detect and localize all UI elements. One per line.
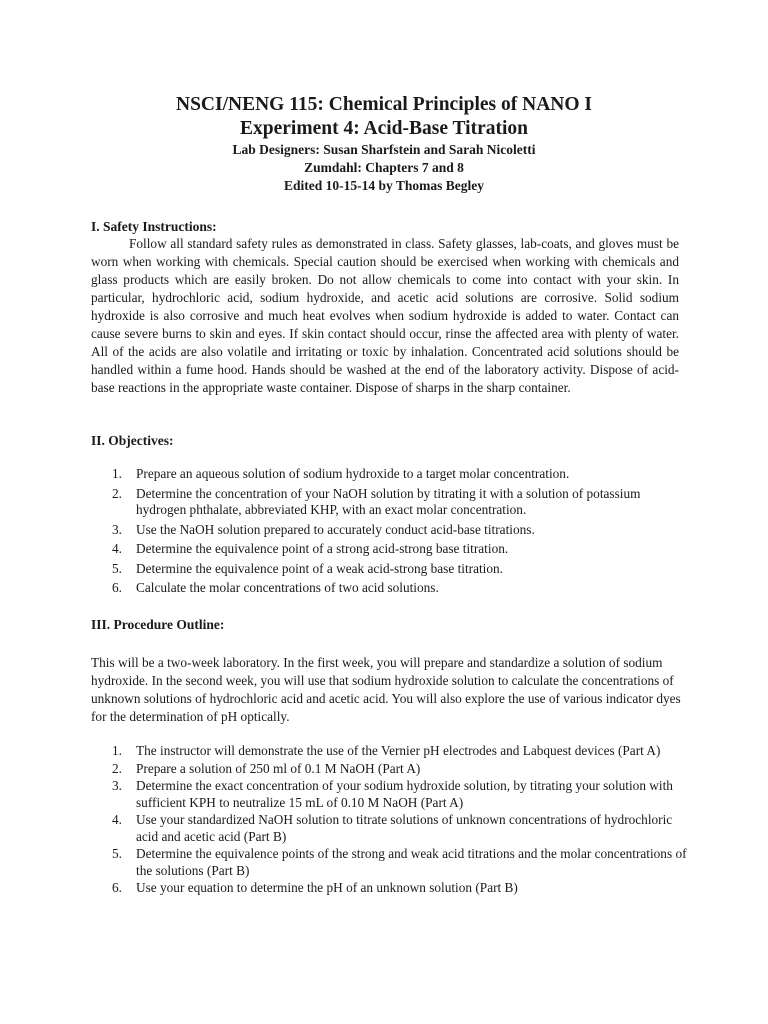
objectives-heading: II. Objectives: [91,433,174,448]
list-item: 4. Use your standardized NaOH solution to titrate solutions of unknown concentrations of hydrochloric acid and acetic acid (Part B) [112,812,673,844]
list-item: 2. Prepare a solution of 250 ml of 0.1 M NaOH (Part A) [112,760,421,776]
procedure-heading: III. Procedure Outline: [91,617,225,632]
safety-heading: I. Safety Instructions: [91,219,217,234]
list-item: 1. The instructor will demonstrate the use of the Vernier pH electrodes and Labquest devices (Part A) [112,743,661,758]
textbook-reference: Zumdahl: Chapters 7 and 8 [304,160,464,175]
list-item: 1. Prepare an aqueous solution of sodium hydroxide to a target molar concentration. [112,466,570,481]
lab-designers: Lab Designers: Susan Sharfstein and Sarah Nicoletti [232,142,536,157]
list-item: 2. Determine the concentration of your NaOH solution by titrating it with a solution of potassium hydrogen phthalate, abbreviated KHP, with an exact molar concentration. [112,485,641,517]
list-item: 5. Determine the equivalence points of the strong and weak acid titrations and the molar concentrations of the solutions (Part B) [112,846,687,878]
list-item: 3. Determine the exact concentration of your sodium hydroxide solution, by titrating your solution with sufficient KPH to neutralize 15 mL of 0.10 M NaOH (Part A) [112,778,673,810]
procedure-intro: This will be a two-week laboratory. In the first week, you will prepare and standardize a solution of sodium hydroxide. In the second week, you will use that sodium hydroxide solution to calculate the concentrations of unknown solutions of hydrochloric acid and acetic acid. You will also explore the use of various indicator dyes for the determination of pH optically. [91,655,681,724]
list-item: 5. Determine the equivalence point of a weak acid-strong base titration. [112,560,504,576]
list-item: 3. Use the NaOH solution prepared to accurately conduct acid-base titrations. [112,521,535,537]
experiment-title: Experiment 4: Acid-Base Titration [240,118,528,139]
list-item: 6. Use your equation to determine the pH of an unknown solution (Part B) [112,880,518,895]
course-title: NSCI/NENG 115: Chemical Principles of NANO I [176,94,592,115]
list-item: 6. Calculate the molar concentrations of two acid solutions. [112,580,439,595]
procedure-list [91,743,691,897]
edited-note: Edited 10-15-14 by Thomas Begley [283,178,484,193]
list-item: 4. Determine the equivalence point of a strong acid-strong base titration. [112,541,509,556]
safety-paragraph: Follow all standard safety rules as demonstrated in class. Safety glasses, lab-coats, and gloves must be worn when working with chemicals. Special caution should be exercised when working with chemicals and glass products which are easily broken. Do not allow chemicals to come into contact with your skin. In particular, hydrochloric acid, sodium hydroxide, and acetic acid solutions are corrosive. Solid sodium hydroxide is also corrosive and much heat evolves when sodium hydroxide is added to water. Contact can cause severe burns to skin and eyes. If skin contact should occur, rinse the affected area with plenty of water. All of the acids are also volatile and irritating or toxic by inhalation. Concentrated acid solutions should be handled within a fume hood. Hands should be washed at the end of the laboratory activity. Dispose of acid-base reactions in the appropriate waste container. Dispose of sharps in the sharp container. [91,236,679,395]
objectives-list [91,466,691,597]
